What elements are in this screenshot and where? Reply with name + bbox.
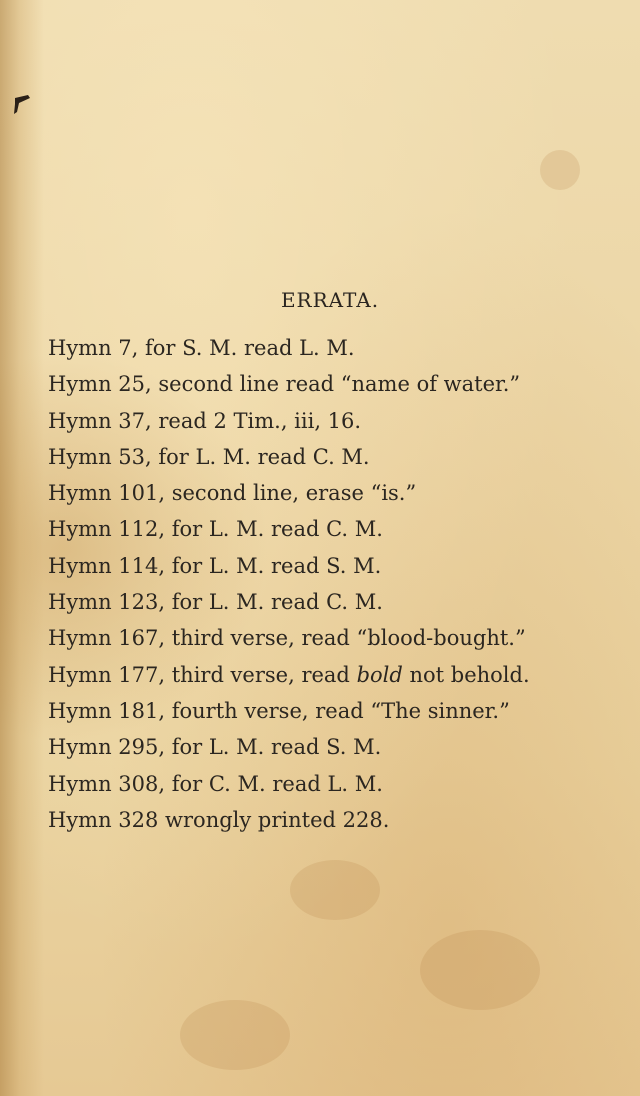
- errata-section: [0, 288, 640, 838]
- errata-item: Hymn 181, fourth verse, read “The sinner.”: [48, 698, 510, 723]
- paper-stain: [540, 150, 580, 190]
- errata-item: Hymn 177, third verse, read bold not behold.: [48, 662, 530, 687]
- ink-blot-mark: [12, 94, 32, 116]
- errata-item: Hymn 101, second line, erase “is.”: [48, 481, 417, 506]
- paper-stain: [180, 1000, 290, 1070]
- paper-stain: [420, 930, 540, 1010]
- errata-item: Hymn 308, for C. M. read L. M.: [48, 771, 383, 796]
- errata-item: Hymn 112, for L. M. read C. M.: [48, 517, 383, 542]
- errata-item: Hymn 167, third verse, read “blood-bought.”: [48, 626, 526, 651]
- errata-item: Hymn 7, for S. M. read L. M.: [48, 336, 355, 360]
- errata-list: [0, 330, 640, 838]
- errata-item: Hymn 295, for L. M. read S. M.: [48, 735, 382, 760]
- errata-item: Hymn 123, for L. M. read C. M.: [48, 590, 383, 615]
- paper-stain: [290, 860, 380, 920]
- errata-item: Hymn 328 wrongly printed 228.: [48, 807, 390, 832]
- errata-item: Hymn 114, for L. M. read S. M.: [48, 553, 382, 578]
- errata-item: Hymn 37, read 2 Tim., iii, 16.: [48, 408, 362, 433]
- errata-item: Hymn 53, for L. M. read C. M.: [48, 444, 370, 469]
- errata-item: Hymn 25, second line read “name of water.”: [48, 372, 521, 397]
- errata-title: ERRATA.: [280, 288, 380, 312]
